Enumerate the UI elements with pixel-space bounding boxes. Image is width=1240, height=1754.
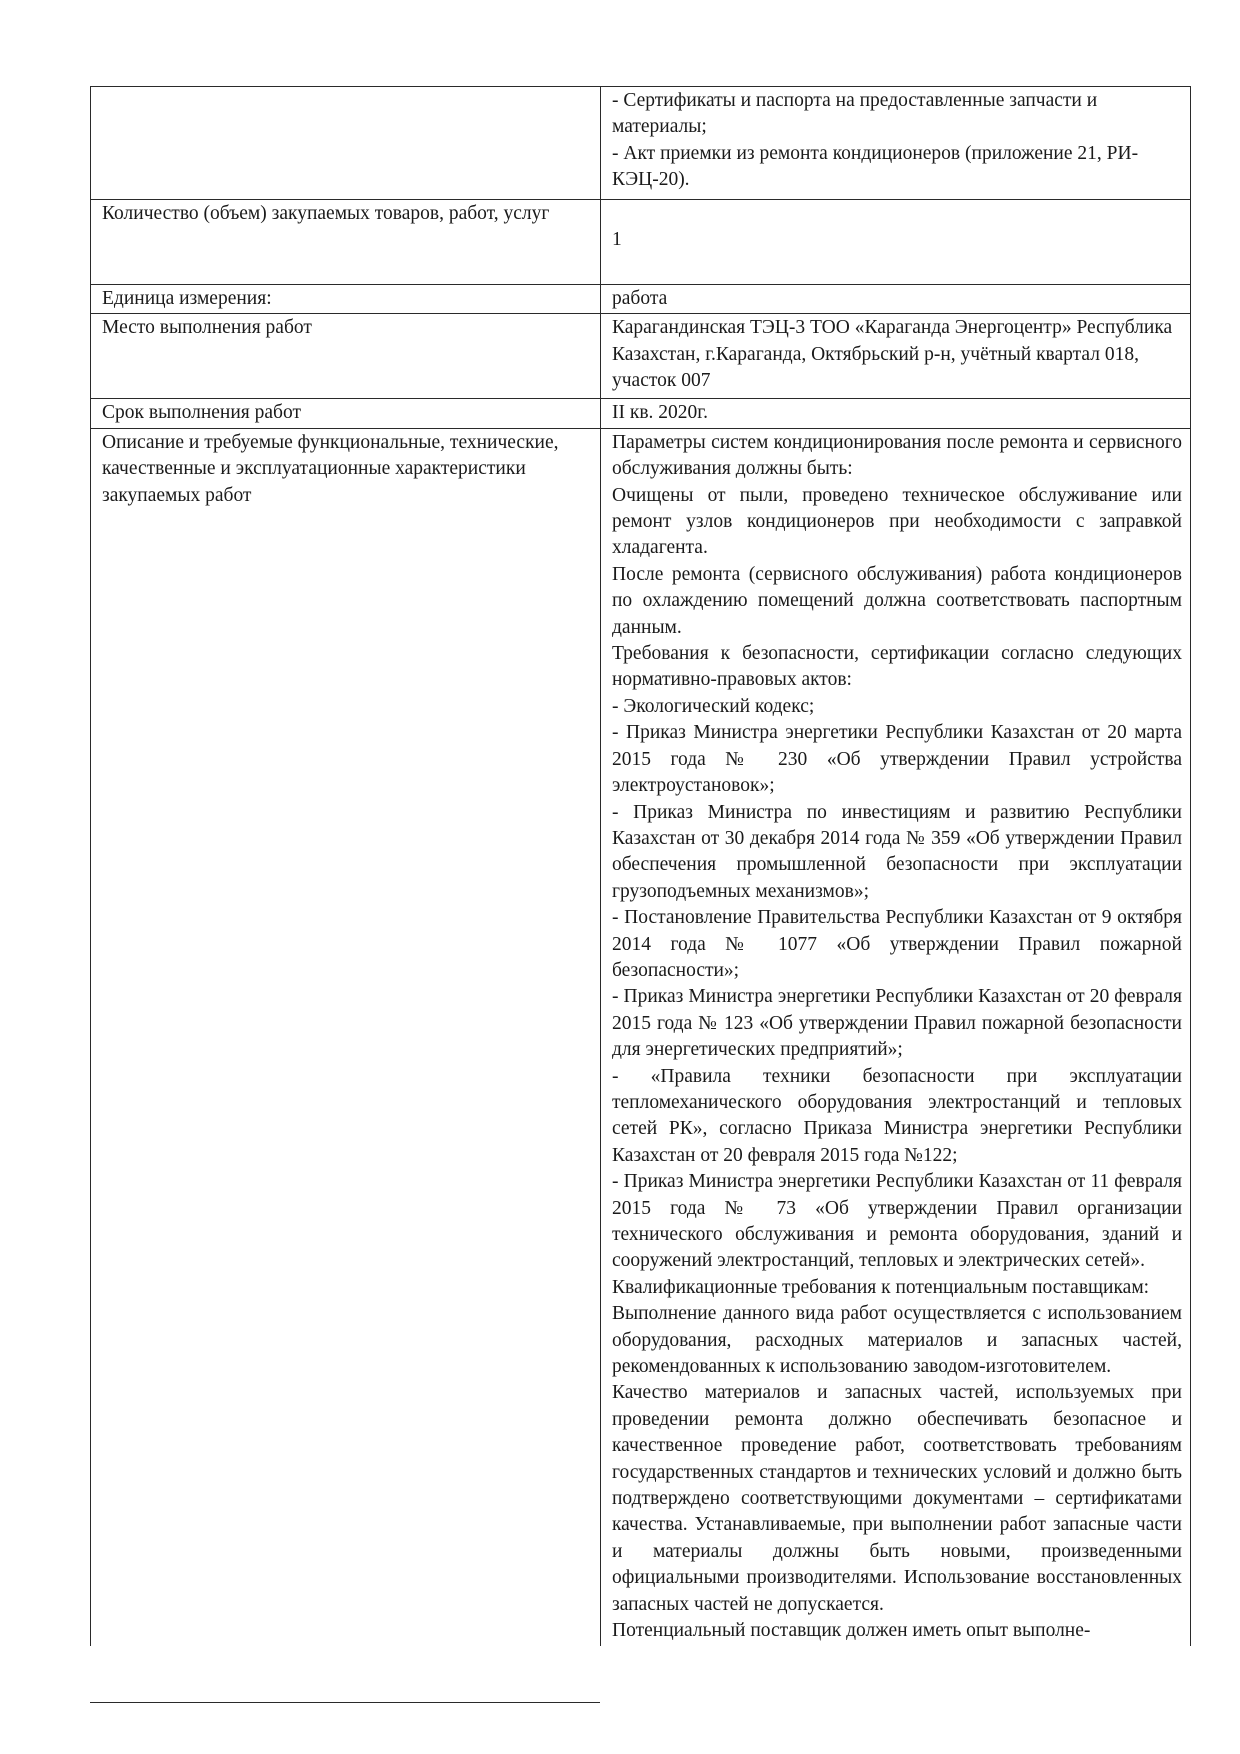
row-value-quantity: 1 [601,200,1191,285]
row-label-quantity: Количество (объем) закупаемых товаров, работ, услуг [91,200,601,285]
description-paragraph: После ремонта (сервисного обслуживания) работа кондиционеров по охлаждению помещений должна соответствовать паспортным данным. [612,563,1182,638]
specification-table [90,86,1191,1646]
table-row-quantity [91,200,1191,285]
table-bottom-rule [90,1702,600,1703]
row-value-place: Карагандинская ТЭЦ-3 ТОО «Караганда Энергоцентр» Республика Казахстан, г.Караганда, Октябрьский р-н, учётный квартал 018, участок 007 [601,314,1191,399]
description-paragraph: - Приказ Министра энергетики Республики Казахстан от 11 февраля 2015 года № 73 «Об утверждении Правил организации технического обслуживания и ремонта оборудования, зданий и сооружений электростанций, тепловых и электрических сетей». [612,1171,1182,1272]
row-label-place: Место выполнения работ [91,314,601,399]
row-label-description: Описание и требуемые функциональные, технические, качественные и эксплуатационные характеристики закупаемых работ [91,428,601,1645]
attachment-line: - Сертификаты и паспорта на предоставленные запчасти и материалы; [612,90,1098,138]
row-value-attachments [601,87,1191,200]
description-paragraph: Требования к безопасности, сертификации согласно следующих нормативно-правовых актов: [612,643,1182,691]
description-paragraph: Очищены от пыли, проведено техническое обслуживание или ремонт узлов кондиционеров при необходимости с заправкой хладагента. [612,484,1182,559]
table-row-term [91,399,1191,428]
row-value-term: II кв. 2020г. [601,399,1191,428]
description-paragraph: - «Правила техники безопасности при эксплуатации тепломеханического оборудования электростанций и тепловых сетей РК», согласно Приказа Министра энергетики Республики Казахстан от 20 февраля 2015 года №122; [612,1065,1182,1166]
table-row-unit [91,285,1191,314]
attachment-line: - Акт приемки из ремонта кондиционеров (приложение 21, РИ-КЭЦ-20). [612,142,1139,191]
description-paragraph: - Постановление Правительства Республики Казахстан от 9 октября 2014 года № 1077 «Об утверждении Правил пожарной безопасности»; [612,907,1182,981]
table-row-place [91,314,1191,399]
description-paragraph: Параметры систем кондиционирования после ремонта и сервисного обслуживания должны быть: [612,431,1182,480]
description-paragraph: Качество материалов и запасных частей, используемых при проведении ремонта должно обеспечивать безопасное и качественное проведение работ, соответствовать требованиям государственных стандартов и технических условий и должно быть подтверждено соответствующими документами – сертификатами качества. Устанавливаемые, при выполнении работ запасные части и материалы должны быть новыми, произведенными официальными производителями. Использование восстановленных запасных частей не допускается. [612,1382,1182,1615]
row-value-description [601,428,1191,1645]
row-label-term: Срок выполнения работ [91,399,601,428]
row-value-unit: работа [601,285,1191,314]
table-row-attachments [91,87,1191,200]
description-paragraph: - Приказ Министра энергетики Республики Казахстан от 20 марта 2015 года № 230 «Об утверждении Правил устройства электроустановок»; [612,722,1182,797]
row-label-unit: Единица измерения: [91,285,601,314]
row-label-attachments [91,87,601,200]
table-row-description [91,428,1191,1645]
description-paragraph: Квалификационные требования к потенциальным поставщикам: [612,1276,1150,1298]
description-paragraph: Выполнение данного вида работ осуществляется с использованием оборудования, расходных материалов и запасных частей, рекомендованных к использованию заводом-изготовителем. [612,1303,1182,1378]
description-paragraph: - Приказ Министра энергетики Республики Казахстан от 20 февраля 2015 года № 123 «Об утверждении Правил пожарной безопасности для энергетических предприятий»; [612,986,1182,1061]
description-paragraph: - Экологический кодекс; [612,695,815,717]
description-paragraph: Потенциальный поставщик должен иметь опыт выполне- [612,1620,1091,1642]
description-paragraph: - Приказ Министра по инвестициям и развитию Республики Казахстан от 30 декабря 2014 года № 359 «Об утверждении Правил обеспечения промышленной безопасности при эксплуатации грузоподъемных механизмов»; [612,801,1182,902]
